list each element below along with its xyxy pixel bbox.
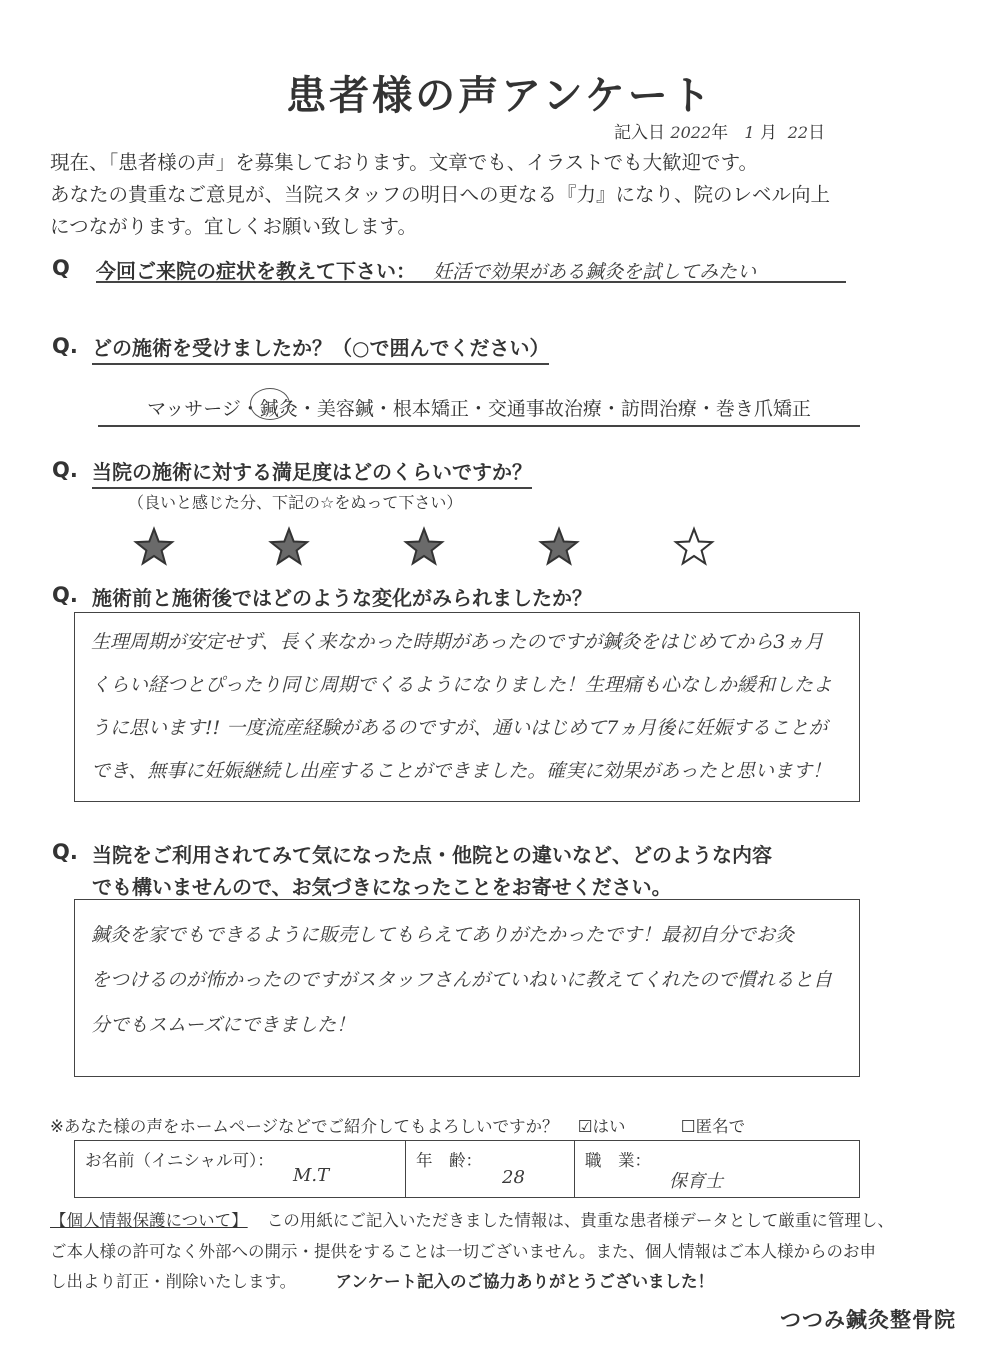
- q4-answer-line-2: くらい経つとぴったり同じ周期でくるようになりました！生理痛も心なしか緩和したよ: [91, 674, 833, 696]
- q3-note: （良いと感じた分、下記の☆をぬって下さい）: [128, 493, 463, 512]
- q4-answer-line-1: 生理周期が安定せず、長く来なかった時期があったのですが鍼灸をはじめてから3ヵ月: [91, 631, 824, 653]
- intro-line-2: あなたの貴重なご意見が、当院スタッフの明日への更なる『力』になり、院のレベル向上: [50, 183, 831, 206]
- personal-info-table: [74, 1140, 860, 1198]
- privacy-text-3: し出より訂正・削除いたします。: [50, 1272, 297, 1291]
- selected-option-circle: [250, 388, 290, 420]
- date-month-label: 月: [759, 123, 777, 143]
- q2-question: どの施術を受けましたか？（○で囲んでください）: [92, 332, 549, 365]
- name-label: お名前（イニシャル可）：: [85, 1151, 274, 1170]
- age-label: 年 齢：: [416, 1151, 482, 1170]
- q3-mark: Q.: [52, 458, 78, 482]
- consent-anonymous-checkbox[interactable]: ☐匿名で: [680, 1117, 746, 1136]
- age-cell: [406, 1141, 575, 1197]
- consent-question: ※あなた様の声をホームページなどでご紹介してもよろしいですか？: [50, 1117, 559, 1136]
- q5-mark: Q.: [52, 840, 78, 864]
- q4-question: 施術前と施術後ではどのような変化がみられましたか？: [92, 586, 592, 610]
- consent-row: [50, 1113, 745, 1137]
- privacy-line-1: [50, 1207, 894, 1231]
- q5-answer-line-2: をつけるのが怖かったのですがスタッフさんがていねいに教えてくれたので慣れると自: [91, 969, 833, 991]
- privacy-text-1: この用紙にご記入いただきました情報は、貴重な患者様データとして厳重に管理し、: [266, 1211, 894, 1230]
- name-value: M.T: [293, 1165, 330, 1186]
- q5-question-line-2: でも構いませんので、お気づきになったことをお寄せください。: [92, 875, 672, 899]
- age-value: 28: [502, 1167, 525, 1188]
- job-cell: [575, 1141, 859, 1197]
- q4-answer-line-3: うに思います!! 一度流産経験があるのですが、通いはじめて7ヵ月後に妊娠することが: [91, 717, 828, 739]
- q3-question: 当院の施術に対する満足度はどのくらいですか？: [92, 456, 532, 489]
- intro-line-1: 現在、「患者様の声」を募集しております。文章でも、イラストでも大歓迎です。: [50, 151, 759, 174]
- intro-line-3: につながります。宜しくお願い致します。: [50, 215, 417, 238]
- star-filled-icon[interactable]: [271, 529, 307, 563]
- date-year-label: 年: [711, 123, 729, 143]
- q4-mark: Q.: [52, 583, 78, 607]
- thanks-message: アンケート記入のご協力ありがとうございました！: [335, 1272, 714, 1291]
- q5-answer-box: [74, 899, 860, 1077]
- q5-answer-line-3: 分でもスムーズにできました！: [91, 1014, 356, 1036]
- page-title: 患者様の声アンケート: [286, 73, 714, 119]
- clinic-name: つつみ鍼灸整骨院: [780, 1308, 956, 1332]
- q2-options: マッサージ・鍼灸・美容鍼・根本矯正・交通事故治療・訪問治療・巻き爪矯正: [98, 394, 860, 427]
- stars-svg: [110, 524, 750, 574]
- q5-question-line-1: 当院をご利用されてみて気になった点・他院との違いなど、どのような内容: [92, 843, 772, 867]
- q2-mark: Q.: [52, 334, 78, 358]
- rating-stars: [110, 524, 750, 574]
- date-month: 1: [744, 123, 755, 142]
- job-value: 保育士: [669, 1171, 723, 1192]
- name-cell: [75, 1141, 406, 1197]
- q1-mark: Q: [52, 256, 70, 280]
- q5-answer-line-1: 鍼灸を家でもできるように販売してもらえてありがたかったです！最初自分でお灸: [91, 924, 795, 946]
- privacy-line-3: [50, 1268, 714, 1292]
- star-empty-icon[interactable]: [676, 529, 712, 563]
- date-day: 22: [787, 123, 809, 142]
- star-filled-icon[interactable]: [406, 529, 442, 563]
- star-filled-icon[interactable]: [136, 529, 172, 563]
- q1-answer: 妊活で効果がある鍼灸を試してみたい: [433, 261, 757, 283]
- star-filled-icon[interactable]: [541, 529, 577, 563]
- consent-yes-checkbox[interactable]: ☑はい: [577, 1117, 626, 1136]
- date-year: 2022: [670, 123, 712, 142]
- privacy-heading: 【個人情報保護について】: [50, 1211, 248, 1230]
- q4-answer-line-4: でき、無事に妊娠継続し出産することができました。確実に効果があったと思います！: [91, 760, 832, 782]
- q4-answer-box: [74, 612, 860, 802]
- q1-question: 今回ご来院の症状を教えて下さい：: [96, 259, 416, 283]
- date-day-label: 日: [808, 123, 826, 143]
- job-label: 職 業：: [585, 1151, 651, 1170]
- q1-row: [96, 255, 846, 283]
- entry-date: [614, 118, 825, 143]
- privacy-line-2: ご本人様の許可なく外部への開示・提供をすることは一切ございません。また、個人情報はご本人様からのお申: [50, 1242, 876, 1261]
- date-label: 記入日: [614, 123, 665, 143]
